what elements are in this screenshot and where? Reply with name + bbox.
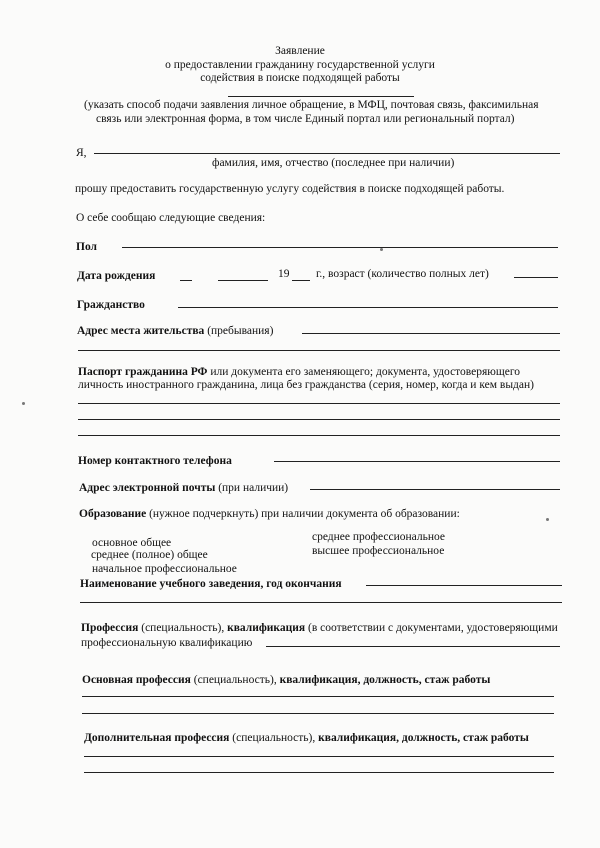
address-label-bold: Адрес места жительства: [77, 325, 205, 337]
institution-label: Наименование учебного заведения, год окончания: [80, 578, 342, 590]
main-profession-label: [82, 674, 490, 687]
submission-method-field[interactable]: [228, 96, 414, 97]
passport-label: [78, 366, 520, 379]
education-option-secondary-prof[interactable]: среднее профессиональное: [312, 531, 445, 543]
passport-field-line-3[interactable]: [78, 435, 560, 436]
additional-profession-label: [84, 732, 529, 745]
dob-month-field[interactable]: [218, 280, 268, 281]
passport-field-line-2[interactable]: [78, 419, 560, 420]
submission-method-caption-2: связь или электронная форма, в том числе Единый портал или региональный портал): [96, 113, 515, 125]
form-title: Заявление: [275, 45, 325, 57]
additional-profession-field-line-1[interactable]: [84, 756, 554, 757]
dob-day-field[interactable]: [180, 280, 192, 281]
profession-label: [81, 622, 558, 635]
education-label-rest: (нужное подчеркнуть) при наличии документа об образовании:: [146, 508, 460, 520]
full-name-field[interactable]: [94, 153, 560, 154]
passport-label-rest: или документа его заменяющего; документа, удостоверяющего: [207, 366, 521, 378]
email-label-rest: (при наличии): [215, 482, 289, 494]
passport-label-line-2: личность иностранного гражданина, лица без гражданства (серия, номер, когда и кем выдан): [78, 379, 534, 391]
main-profession-field-line-1[interactable]: [82, 696, 554, 697]
education-label: [79, 508, 460, 521]
profession-rest-1: (специальность),: [138, 622, 228, 634]
education-option-higher-prof[interactable]: высшее профессиональное: [312, 545, 445, 557]
profession-bold-2: квалификация: [227, 622, 306, 634]
main-profession-bold-2: квалификация, должность, стаж работы: [279, 674, 491, 686]
citizenship-label: Гражданство: [77, 299, 145, 311]
profession-label-line-2: профессиональную квалификацию: [81, 637, 253, 649]
address-field[interactable]: [302, 333, 560, 334]
address-label: [77, 325, 273, 338]
email-label: [79, 482, 288, 495]
ya-label: Я,: [76, 147, 87, 159]
additional-profession-rest: (специальность),: [229, 732, 319, 744]
profession-bold-1: Профессия: [81, 622, 139, 634]
additional-profession-bold-1: Дополнительная профессия: [84, 732, 230, 744]
institution-field-line-2[interactable]: [80, 602, 562, 603]
dob-age-label: г., возраст (количество полных лет): [316, 268, 489, 280]
address-label-rest: (пребывания): [204, 325, 274, 337]
email-field[interactable]: [310, 489, 560, 490]
education-option-initial-prof[interactable]: начальное профессиональное: [92, 563, 237, 575]
education-option-basic[interactable]: основное общее: [92, 537, 172, 549]
passport-label-bold: Паспорт гражданина РФ: [78, 366, 208, 378]
scan-speck: [546, 518, 549, 521]
submission-method-caption-1: (указать способ подачи заявления личное обращение, в МФЦ, почтовая связь, факсимильная: [84, 99, 539, 111]
citizenship-field[interactable]: [178, 307, 558, 308]
scan-speck: [22, 402, 25, 405]
dob-year-field[interactable]: [292, 280, 310, 281]
main-profession-field-line-2[interactable]: [82, 713, 554, 714]
gender-label: Пол: [76, 241, 97, 253]
phone-field[interactable]: [274, 461, 560, 462]
age-field[interactable]: [514, 277, 558, 278]
education-option-secondary[interactable]: среднее (полное) общее: [91, 549, 208, 561]
gender-field[interactable]: [122, 247, 558, 248]
form-subtitle-line-2: содействия в поиске подходящей работы: [200, 72, 400, 84]
form-subtitle-line-1: о предоставлении гражданину государственной услуги: [165, 59, 435, 71]
institution-field[interactable]: [366, 585, 562, 586]
scan-speck: [380, 248, 383, 251]
request-text: прошу предоставить государственную услугу содействия в поиске подходящей работы.: [75, 183, 505, 195]
education-label-bold: Образование: [79, 508, 147, 520]
passport-field-line-1[interactable]: [78, 403, 560, 404]
address-field-line-2[interactable]: [78, 350, 560, 351]
profession-field[interactable]: [266, 646, 560, 647]
additional-profession-bold-2: квалификация, должность, стаж работы: [318, 732, 529, 744]
email-label-bold: Адрес электронной почты: [79, 482, 216, 494]
main-profession-rest: (специальность),: [190, 674, 280, 686]
additional-profession-field-line-2[interactable]: [84, 772, 554, 773]
dob-label: Дата рождения: [77, 270, 156, 282]
about-text: О себе сообщаю следующие сведения:: [76, 212, 266, 224]
phone-label: Номер контактного телефона: [78, 455, 232, 467]
full-name-caption: фамилия, имя, отчество (последнее при наличии): [212, 157, 455, 169]
profession-rest-2: (в соответствии с документами, удостоверяющими: [305, 622, 558, 634]
main-profession-bold-1: Основная профессия: [82, 674, 191, 686]
dob-year-prefix: 19: [278, 268, 290, 280]
